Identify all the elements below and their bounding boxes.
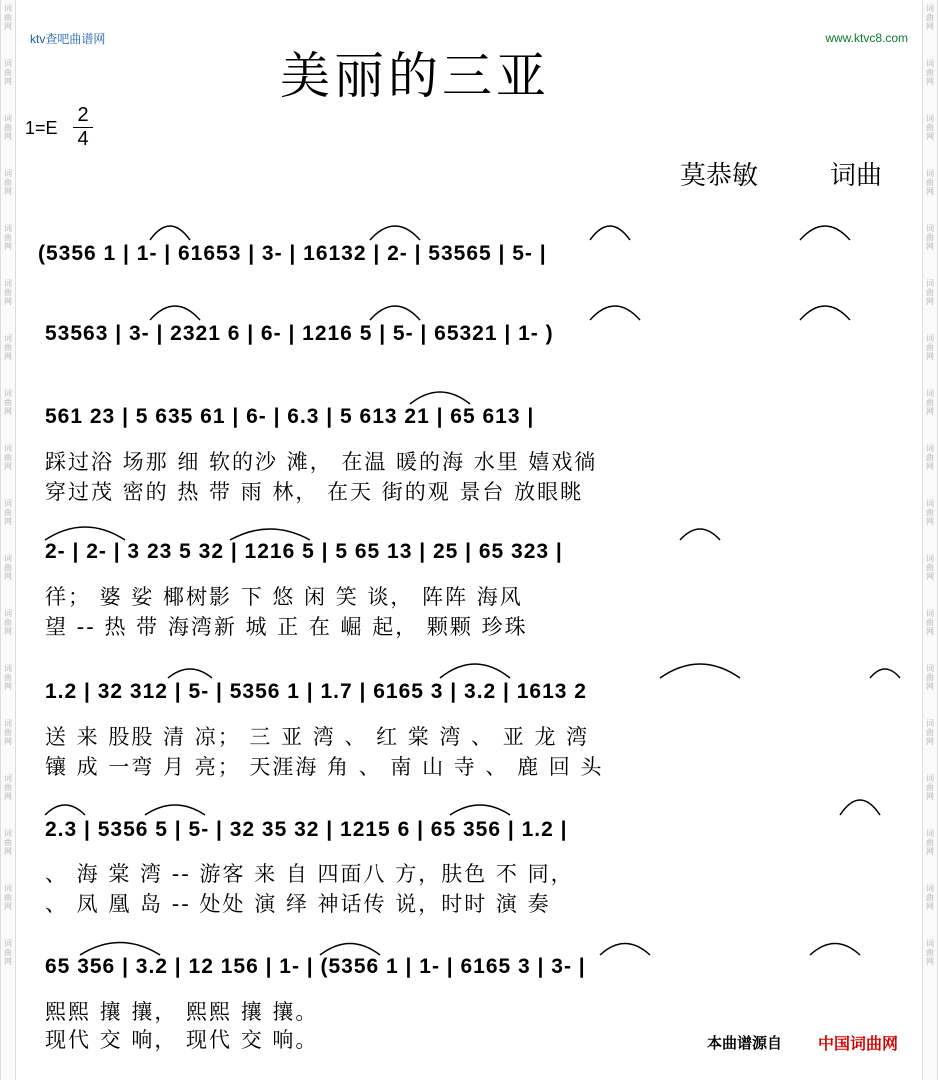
side-watermark-text: 词 曲 网 [4,774,12,801]
side-watermark-text: 词 曲 网 [4,389,12,416]
side-watermark-text: 词 曲 网 [926,224,934,251]
staff-line-7-notes: 65 356 | 3.2 | 12 156 | 1- | (5356 1 | 1- | 6165 3 | 3- | [45,955,586,978]
side-watermark-text: 词 曲 网 [4,334,12,361]
side-watermark-text: 词 曲 网 [926,169,934,196]
side-watermark-text: 词 曲 网 [926,664,934,691]
staff-line-3-lyrics-verse2: 穿过茂 密的 热 带 雨 林， 在天 街的观 景台 放眼眺 [45,480,584,504]
staff-line-4-notes: 2- | 2- | 3 23 5 32 | 1216 5 | 5 65 13 | 25 | 65 323 | [45,540,563,563]
staff-line-1-notes: (5356 1 | 1- | 61653 | 3- | 16132 | 2- | 53565 | 5- | [38,242,547,265]
side-watermark-text: 词 曲 网 [4,609,12,636]
staff-line-5-notes: 1.2 | 32 312 | 5- | 5356 1 | 1.7 | 6165 3 | 3.2 | 1613 2 [45,680,587,703]
side-watermark-text: 词 曲 网 [926,114,934,141]
song-title: 美丽的三亚 [280,47,550,105]
side-watermark-text: 词 曲 网 [4,719,12,746]
side-watermark-text: 词 曲 网 [4,499,12,526]
side-watermark-text: 词 曲 网 [926,719,934,746]
side-watermark-text: 词 曲 网 [4,59,12,86]
staff-line-3-notes: 561 23 | 5 635 61 | 6- | 6.3 | 5 613 21 | 65 613 | [45,405,535,428]
side-watermark-text: 词 曲 网 [926,499,934,526]
side-watermark-text: 词 曲 网 [4,939,12,966]
side-watermark-text: 词 曲 网 [926,774,934,801]
staff-line-4-lyrics-verse1: 徉； 婆 娑 椰树影 下 悠 闲 笑 谈， 阵阵 海风 [45,585,523,609]
staff-line-5-lyrics-verse2: 镶 成 一弯 月 亮； 天涯海 角 、 南 山 寺 、 鹿 回 头 [45,755,604,779]
side-watermark-text: 词 曲 网 [4,114,12,141]
side-watermark-text: 词 曲 网 [926,279,934,306]
side-watermark-text: 词 曲 网 [926,939,934,966]
staff-line-6-lyrics-verse2: 、 凤 凰 岛 -- 处处 演 绎 神话传 说，时时 演 奏 [45,892,551,916]
side-watermark-text: 词 曲 网 [926,59,934,86]
watermark-right: www.ktvc8.com [825,31,908,45]
side-watermark-text: 词 曲 网 [4,279,12,306]
staff-line-5-lyrics-verse1: 送 来 股股 清 凉； 三 亚 湾 、 红 棠 湾 、 亚 龙 湾 [45,725,590,749]
side-watermark-text: 词 曲 网 [926,444,934,471]
watermark-left: ktv查吧曲谱网 [30,32,106,46]
time-signature-bottom: 4 [77,128,89,150]
side-watermark-text: 词 曲 网 [4,664,12,691]
side-watermark-text: 词 曲 网 [926,334,934,361]
side-watermark-text: 词 曲 网 [926,609,934,636]
side-watermark-text: 词 曲 网 [926,554,934,581]
author-role: 词曲 [830,161,883,191]
key-signature: 1=E [25,118,58,138]
footer-site-name[interactable]: 中国词曲网 [818,1034,899,1053]
side-watermark-text: 词 曲 网 [4,884,12,911]
staff-line-3-lyrics-verse1: 踩过浴 场那 细 软的沙 滩， 在温 暖的海 水里 嬉戏徜 [45,450,598,474]
side-watermark-text: 词 曲 网 [4,169,12,196]
side-watermark-text: 词 曲 网 [926,829,934,856]
side-watermark-text: 词 曲 网 [926,389,934,416]
staff-line-6-notes: 2.3 | 5356 5 | 5- | 32 35 32 | 1215 6 | 65 356 | 1.2 | [45,818,568,841]
staff-line-4-lyrics-verse2: 望 -- 热 带 海湾新 城 正 在 崛 起， 颗颗 珍珠 [45,615,528,639]
side-watermark-text: 词 曲 网 [4,224,12,251]
side-watermark-text: 词 曲 网 [4,554,12,581]
staff-line-2-notes: 53563 | 3- | 2321 6 | 6- | 1216 5 | 5- | 65321 | 1- ) [45,322,554,345]
author-name: 莫恭敏 [680,161,759,191]
staff-line-6-lyrics-verse1: 、 海 棠 湾 -- 游客 来 自 四面八 方，肤色 不 同， [45,862,574,886]
side-watermark-text: 词 曲 网 [4,444,12,471]
side-watermark-text: 词 曲 网 [926,4,934,31]
staff-line-7-lyrics-verse2: 现代 交 响， 现代 交 响。 [45,1028,319,1052]
footer-source-label: 本曲谱源自 [707,1034,783,1052]
side-watermark-text: 词 曲 网 [4,4,12,31]
staff-line-7-lyrics-verse1: 熙熙 攘 攘， 熙熙 攘 攘。 [45,1000,319,1024]
time-signature-top: 2 [77,104,89,126]
side-watermark-text: 词 曲 网 [926,884,934,911]
side-watermark-text: 词 曲 网 [4,829,12,856]
